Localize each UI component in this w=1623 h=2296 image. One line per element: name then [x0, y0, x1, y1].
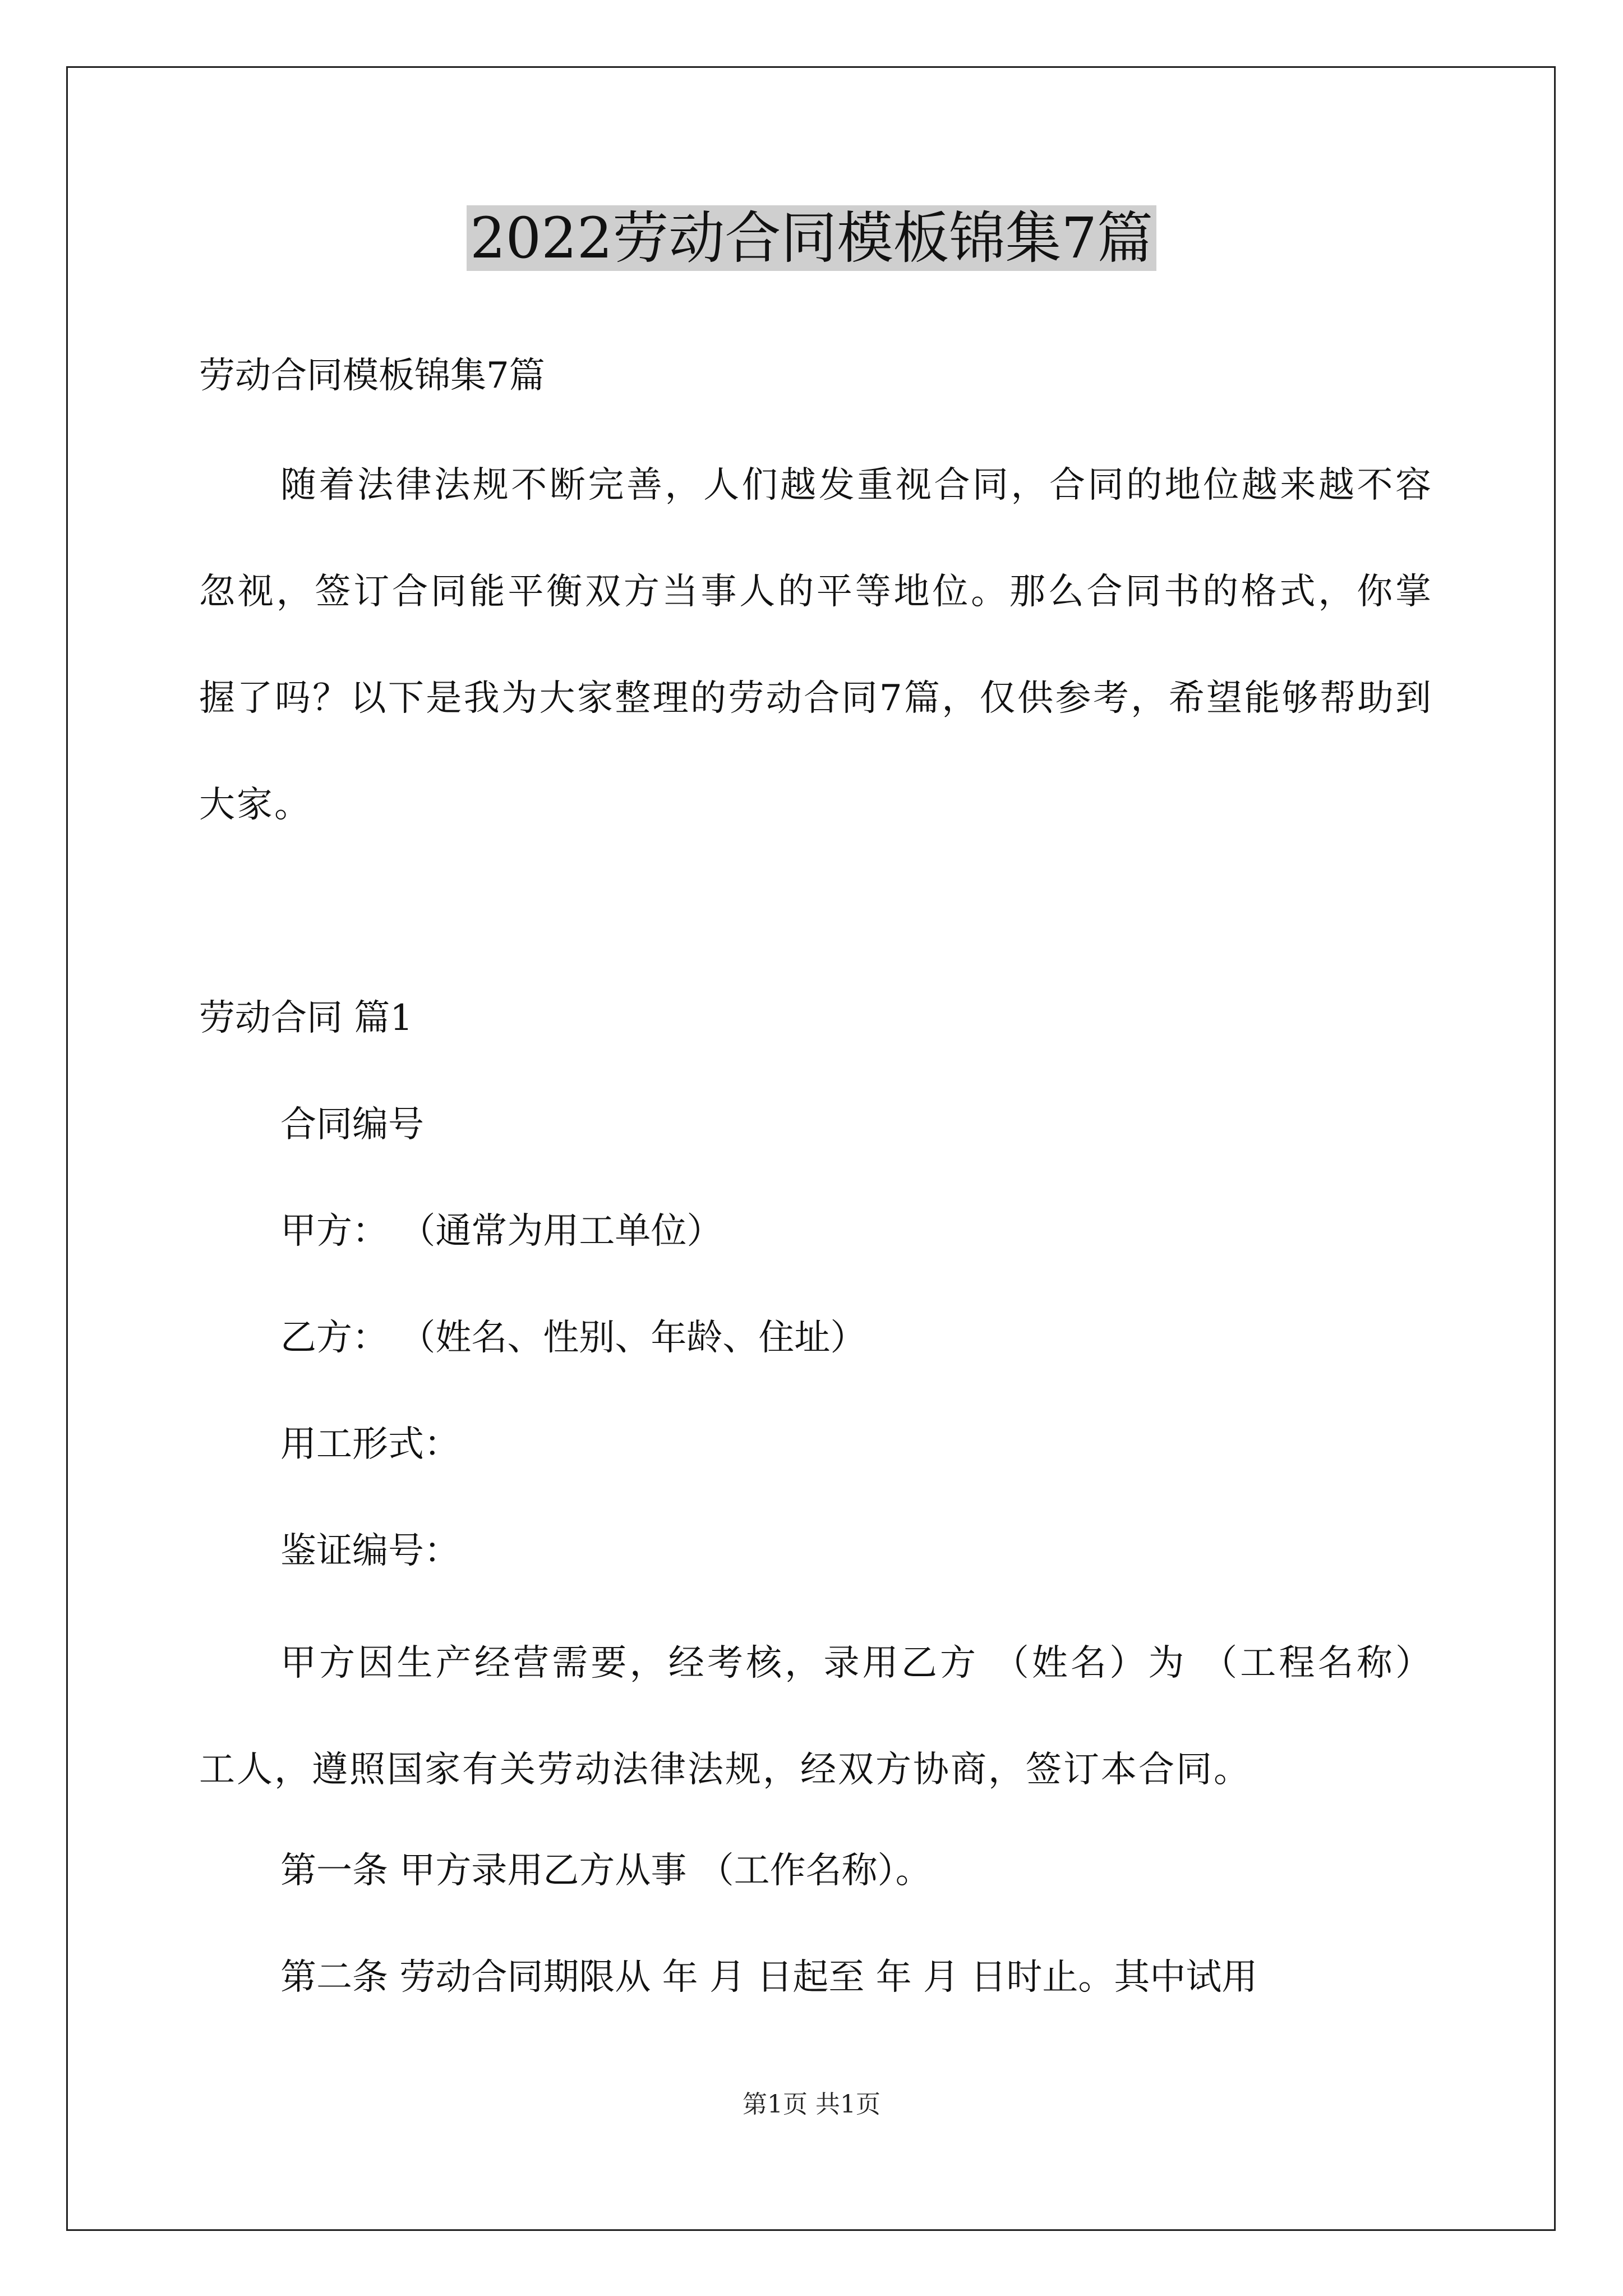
section-heading: 劳动合同 篇1: [199, 997, 413, 1039]
employment-form-line: 用工形式：: [280, 1424, 460, 1465]
article-2: 第二条 劳动合同期限从 年 月 日起至 年 月 日时止。其中试用: [280, 1957, 1258, 1998]
contract-number-label: 合同编号: [280, 1104, 424, 1145]
document-subtitle: 劳动合同模板锦集7篇: [199, 355, 545, 397]
certification-number-line: 鉴证编号：: [280, 1530, 460, 1572]
document-title: [0, 199, 1623, 278]
document-title-text: 2022劳动合同模板锦集7篇: [467, 205, 1156, 271]
clause-intro-paragraph: 甲方因生产经营需要，经考核，录用乙方 （姓名）为 （工程名称）工人，遵照国家有关劳动法律法规，经双方协商，签订本合同。: [199, 1642, 1433, 1791]
party-a-line: 甲方： （通常为用工单位）: [280, 1211, 723, 1252]
page-footer: 第1页 共1页: [743, 2090, 880, 2119]
article-1: 第一条 甲方录用乙方从事 （工作名称）。: [280, 1850, 932, 1892]
party-b-line: 乙方： （姓名、性别、年龄、住址）: [280, 1317, 866, 1359]
intro-paragraph: 随着法律法规不断完善，人们越发重视合同，合同的地位越来越不容忽视，签订合同能平衡双方当事人的平等地位。那么合同书的格式，你掌握了吗？以下是我为大家整理的劳动合同7篇，仅供参考，希望能够帮助到大家。: [199, 464, 1433, 826]
